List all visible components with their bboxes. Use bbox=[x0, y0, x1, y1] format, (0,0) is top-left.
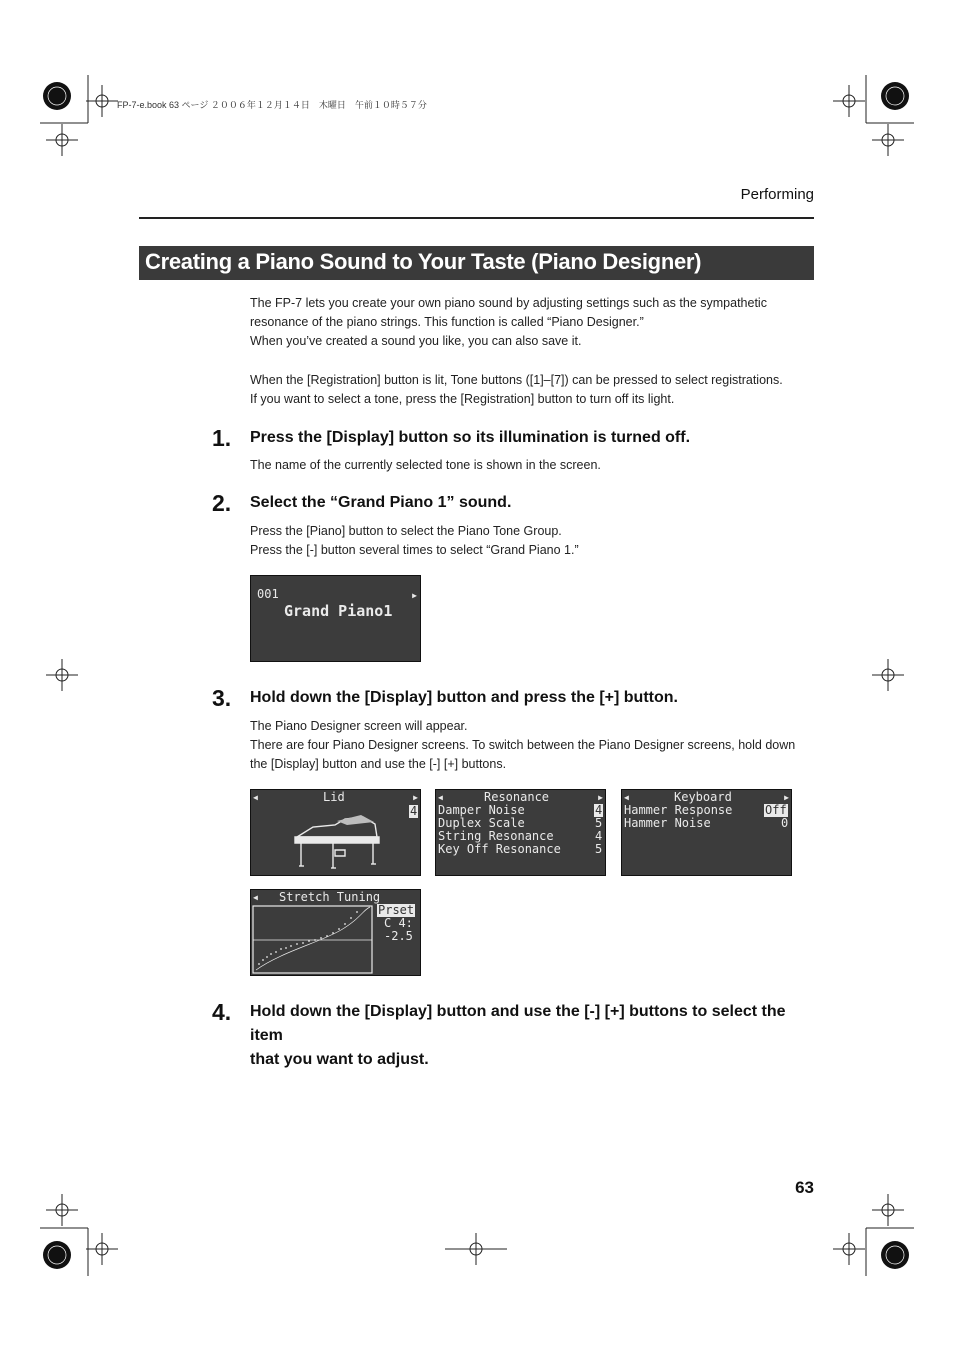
tone-number: 001 bbox=[257, 587, 279, 601]
intro-line: When the [Registration] button is lit, Tone buttons ([1]–[7]) can be pressed to select registrations. bbox=[250, 373, 783, 387]
arrow-right-icon: ▶ bbox=[598, 793, 603, 802]
stretch-curve-graph bbox=[251, 904, 375, 976]
arrow-left-icon: ◀ bbox=[253, 893, 258, 902]
step-3-line: the [Display] button and use the [-] [+] buttons. bbox=[250, 757, 507, 771]
step-2-title: Select the “Grand Piano 1” sound. bbox=[250, 494, 512, 511]
lid-value: 4 bbox=[410, 804, 418, 818]
resonance-title: Resonance bbox=[484, 790, 550, 804]
resonance-row-value: 5 bbox=[595, 816, 603, 830]
lid-screen bbox=[250, 789, 421, 876]
stretch-tuning-screen bbox=[250, 889, 421, 976]
lid-title: Lid bbox=[323, 790, 345, 804]
keyboard-row-label: Hammer Noise bbox=[624, 816, 711, 830]
header-rule bbox=[139, 217, 814, 219]
step-4-number: 4. bbox=[212, 999, 232, 1025]
step-2-line: Press the [-] button several times to select “Grand Piano 1.” bbox=[250, 543, 579, 557]
step-1-text bbox=[250, 456, 810, 475]
resonance-screen bbox=[435, 789, 606, 876]
keyboard-row-value: Off bbox=[765, 803, 787, 817]
intro-line: If you want to select a tone, press the [Registration] button to turn off its light. bbox=[250, 392, 675, 406]
step-4-title bbox=[250, 1000, 810, 1072]
keyboard-title: Keyboard bbox=[674, 790, 732, 804]
arrow-right-icon: ▶ bbox=[413, 793, 418, 802]
resonance-row-label: Key Off Resonance bbox=[438, 842, 561, 856]
keyboard-row-value: 0 bbox=[781, 816, 789, 830]
step-3-line: There are four Piano Designer screens. To switch between the Piano Designer screens, hold down bbox=[250, 738, 796, 752]
keyboard-row-label: Hammer Response bbox=[624, 803, 733, 817]
resonance-row-value: 4 bbox=[595, 803, 603, 817]
step-2-line: Press the [Piano] button to select the Piano Tone Group. bbox=[250, 524, 562, 538]
stretch-value: -2.5 bbox=[384, 929, 413, 943]
step-4-title-line: Hold down the [Display] button and use the [-] [+] buttons to select the item bbox=[250, 1003, 786, 1044]
step-1-number: 1. bbox=[212, 425, 232, 451]
arrow-right-icon: ▶ bbox=[784, 793, 789, 802]
stretch-preset: Prset bbox=[378, 903, 415, 917]
resonance-row-label: Damper Noise bbox=[438, 803, 525, 817]
step-2-number: 2. bbox=[212, 490, 232, 516]
step-4-title-line: that you want to adjust. bbox=[250, 1051, 429, 1068]
arrow-left-icon: ◀ bbox=[438, 793, 443, 802]
tone-name: Grand Piano1 bbox=[284, 602, 393, 620]
grand-piano-icon bbox=[291, 810, 391, 872]
step-3-title: Hold down the [Display] button and press the [+] button. bbox=[250, 689, 678, 706]
step-3-line: The Piano Designer screen will appear. bbox=[250, 719, 468, 733]
step-3-number: 3. bbox=[212, 685, 232, 711]
stretch-key: C 4: bbox=[384, 916, 413, 930]
resonance-row-value: 4 bbox=[595, 829, 603, 843]
file-info: FP-7-e.book 63 ページ ２００６年１２月１４日 木曜日 午前１０時５７分 bbox=[117, 100, 427, 110]
step-3-text bbox=[250, 717, 810, 774]
intro-line: The FP-7 lets you create your own piano sound by adjusting settings such as the sympathetic bbox=[250, 296, 767, 310]
resonance-row-label: Duplex Scale bbox=[438, 816, 525, 830]
intro-text bbox=[250, 294, 810, 409]
step-1-line: The name of the currently selected tone is shown in the screen. bbox=[250, 458, 601, 472]
step-1-title: Press the [Display] button so its illumination is turned off. bbox=[250, 429, 691, 446]
page-number: 63 bbox=[795, 1178, 814, 1197]
arrow-left-icon: ◀ bbox=[253, 793, 258, 802]
section-title-bar bbox=[139, 246, 814, 280]
section-title: Creating a Piano Sound to Your Taste (Piano Designer) bbox=[145, 249, 702, 274]
step-2-text bbox=[250, 522, 810, 560]
tone-display-screen bbox=[250, 575, 421, 662]
intro-line: resonance of the piano strings. This function is called “Piano Designer.” bbox=[250, 315, 644, 329]
running-header: Performing bbox=[740, 186, 814, 203]
arrow-right-icon: ▶ bbox=[412, 591, 417, 600]
resonance-row-value: 5 bbox=[595, 842, 603, 856]
keyboard-screen bbox=[621, 789, 792, 876]
intro-line: When you’ve created a sound you like, you can also save it. bbox=[250, 334, 582, 348]
resonance-row-label: String Resonance bbox=[438, 829, 554, 843]
stretch-title: Stretch Tuning bbox=[279, 890, 381, 904]
arrow-left-icon: ◀ bbox=[624, 793, 629, 802]
